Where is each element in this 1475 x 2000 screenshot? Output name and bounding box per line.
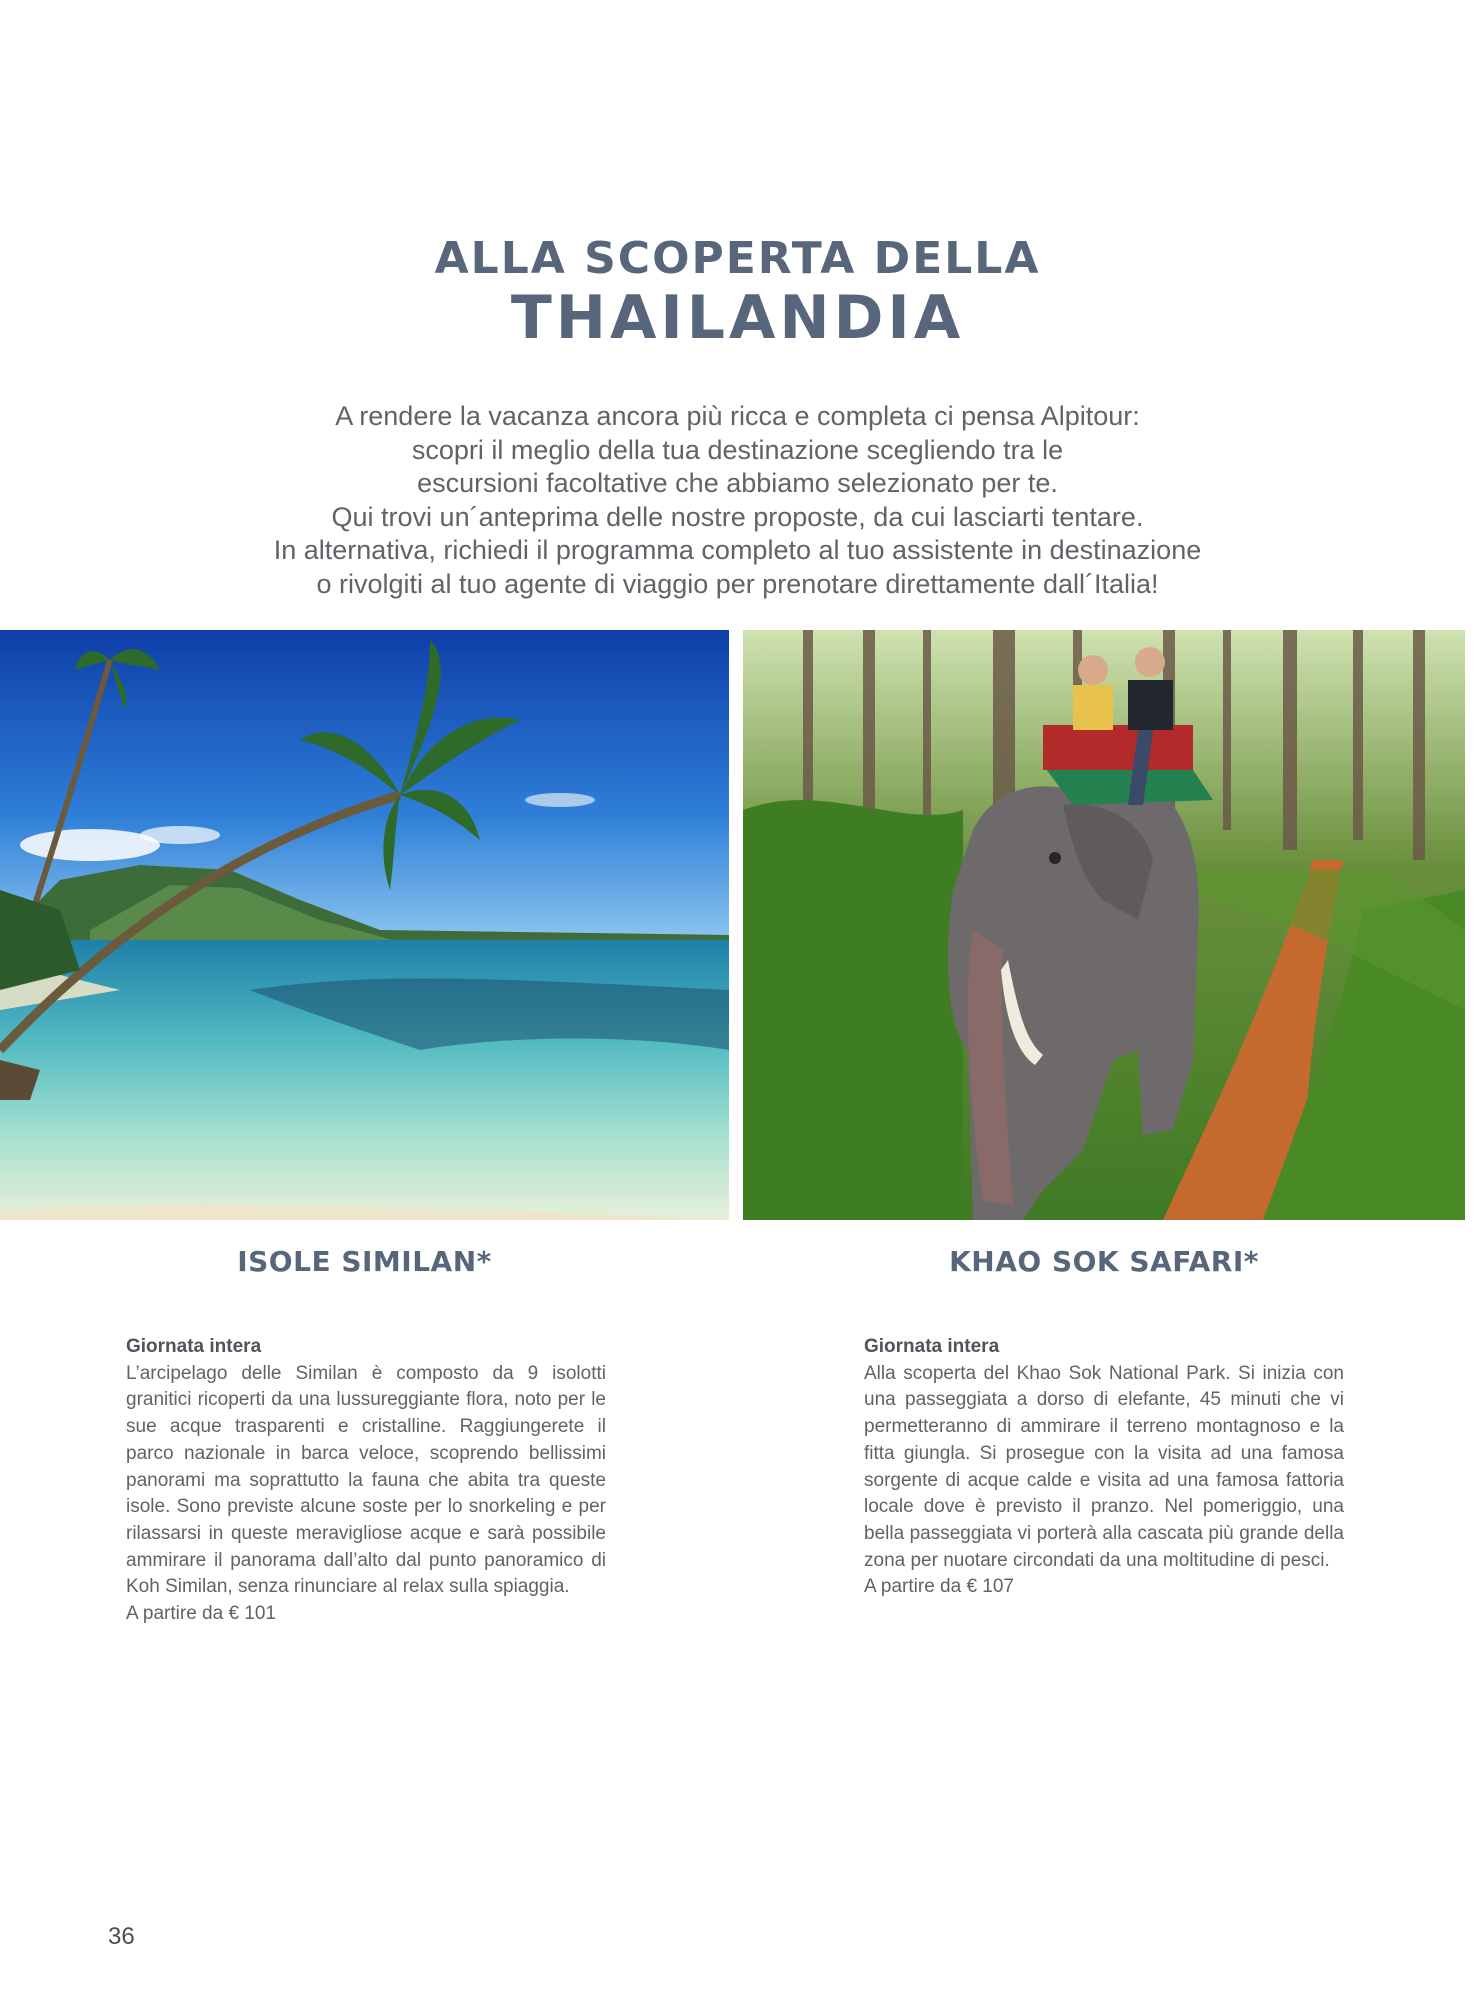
intro-paragraph [180, 400, 1295, 601]
intro-line: Qui trovi un´anteprima delle nostre proposte, da cui lasciarti tentare. [331, 501, 1144, 532]
beach-photo [0, 630, 729, 1220]
excursion-description: L’arcipelago delle Similan è composto da 9 isolotti granitici ricoperti da una lussureggiante flora, noto per le sue acque trasparenti e cristalline. Raggiungerete il parco nazionale in barca veloce, scoprendo bellissimi panorami ma soprattutto la fauna che abita tra queste isole. Sono previste alcune soste per lo snorkeling e per rilassarsi in queste meravigliose acque e sarà possibile ammirare il panorama dall’alto dal punto panoramico di Koh Similan, senza rinunciare al relax sulla spiaggia. [126, 1362, 606, 1598]
excursion-title-similan: ISOLE SIMILAN* [237, 1245, 492, 1278]
excursion-price: A partire da € 101 [126, 1603, 276, 1625]
intro-line: scopri il meglio della tua destinazione scegliendo tra le [411, 434, 1064, 465]
excursion-title-khao-sok: KHAO SOK SAFARI* [949, 1245, 1259, 1278]
excursion-duration: Giornata intera [864, 1336, 1000, 1357]
intro-line: A rendere la vacanza ancora più ricca e completa ci pensa Alpitour: [335, 401, 1140, 431]
excursion-duration: Giornata intera [126, 1336, 262, 1357]
intro-line: In alternativa, richiedi il programma completo al tuo assistente in destinazione [273, 535, 1202, 565]
page-number: 36 [108, 1923, 135, 1950]
excursion-description-similan [126, 1334, 606, 1628]
excursion-description: Alla scoperta del Khao Sok National Park. Si inizia con una passeggiata a dorso di elefante, 45 minuti che vi permetteranno di ammirare il terreno montagnoso e la fitta giungla. Si prosegue con la visita ad una famosa sorgente di acque calde e visita ad una famosa fattoria locale dove è previsto il pranzo. Nel pomeriggio, una bella passeggiata vi porterà alla cascata più grande della zona per nuotare circondati da una moltitudine di pesci. [864, 1362, 1344, 1571]
excursion-description-khao-sok [864, 1334, 1344, 1601]
intro-line: o rivolgiti al tuo agente di viaggio per prenotare direttamente dall´Italia! [316, 568, 1159, 599]
intro-line: escursioni facoltative che abbiamo selezionato per te. [417, 468, 1058, 498]
elephant-safari-photo [743, 630, 1465, 1220]
excursion-price: A partire da € 107 [864, 1576, 1014, 1598]
page-header [0, 232, 1475, 353]
page-pretitle: ALLA SCOPERTA DELLA [434, 233, 1041, 284]
page-title: THAILANDIA [510, 283, 965, 353]
